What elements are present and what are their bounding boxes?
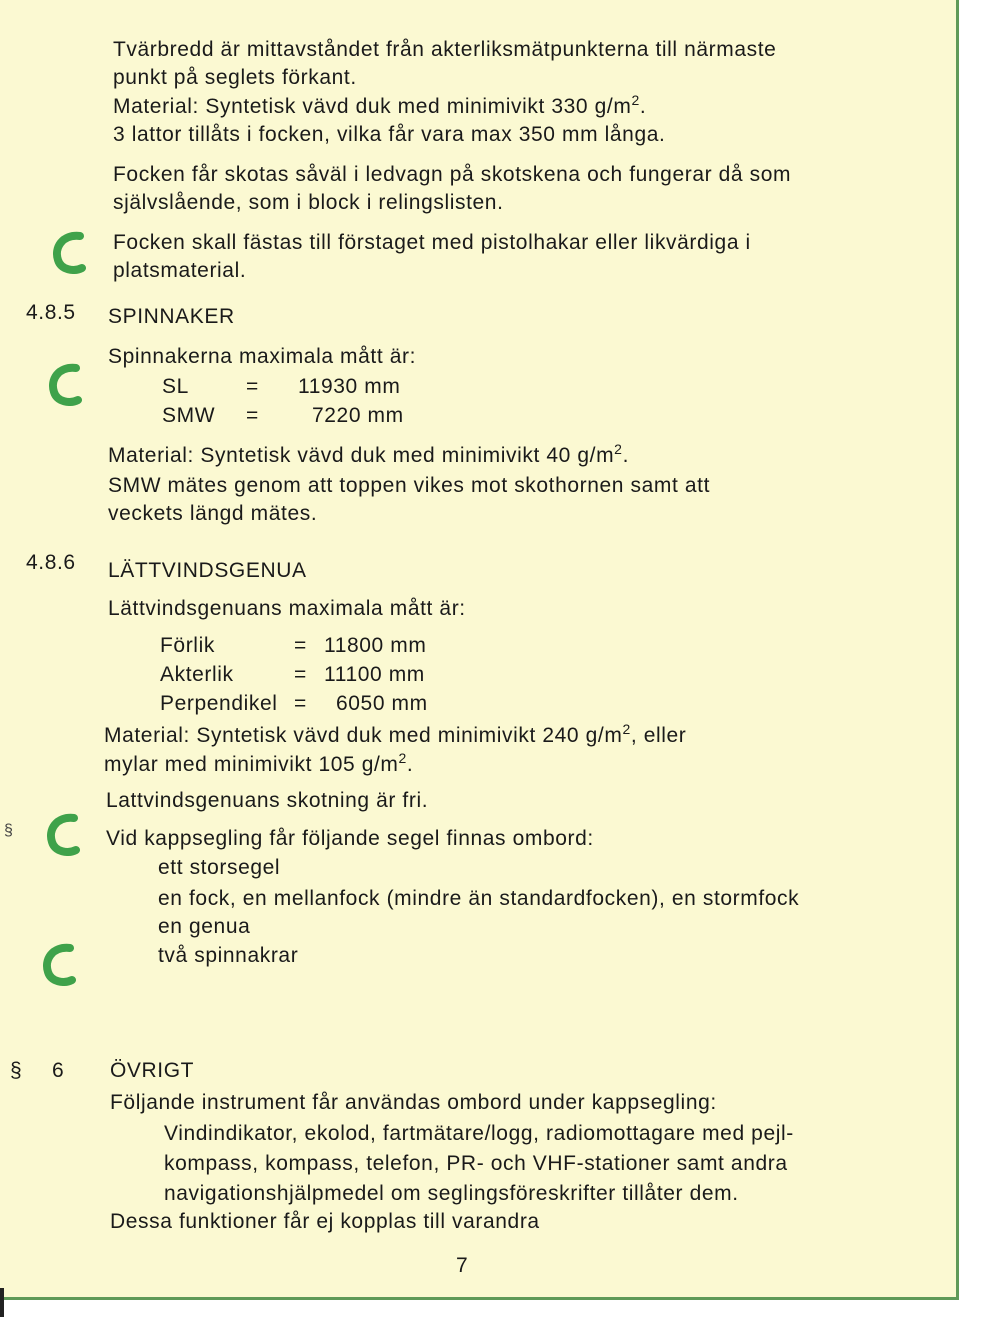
punch-hole-icon [44, 812, 84, 856]
superscript: 2 [398, 750, 407, 766]
measure-row [160, 662, 425, 688]
text-line: Dessa funktioner får ej kopplas till varandra [110, 1210, 540, 1233]
text-line: punkt på seglets förkant. [113, 66, 357, 89]
measure-value: 11930 mm [298, 375, 401, 398]
measure-value: 6050 mm [336, 692, 428, 715]
text-line: SMW mätes genom att toppen vikes mot skothornen samt att [108, 474, 711, 497]
equals-sign: = [294, 634, 307, 657]
text-line: Vid kappsegling får följande segel finnas ombord: [106, 827, 594, 850]
paragraph-sign: § [10, 1059, 23, 1082]
list-item: två spinnakrar [158, 944, 299, 967]
punctuation: . [406, 753, 414, 776]
equals-sign: = [246, 375, 259, 398]
measure-value: 7220 mm [312, 404, 404, 427]
measure-row [162, 403, 404, 429]
superscript: 2 [631, 92, 640, 108]
text-line: 3 lattor tillåts i focken, vilka får vara max 350 mm långa. [113, 123, 666, 146]
punch-hole-icon [50, 230, 90, 274]
text-line [104, 752, 413, 778]
measure-label: Förlik [160, 634, 215, 657]
text-line: Focken skall fästas till förstaget med pistolhakar eller likvärdiga i [113, 231, 751, 254]
text-line: Tvärbredd är mittavståndet från akterliksmätpunkterna till närmaste [113, 38, 777, 61]
text-line: navigationshjälpmedel om seglingsföreskrifter tillåter dem. [164, 1182, 739, 1205]
page-number: 7 [456, 1254, 469, 1277]
punctuation: . [639, 95, 647, 118]
material-text-end: , eller [630, 724, 687, 747]
measure-value: 11800 mm [324, 634, 427, 657]
section-title: LÄTTVINDSGENUA [108, 559, 307, 582]
measure-row [160, 691, 428, 717]
material-text: Material: Syntetisk vävd duk med minimivikt 240 g/m [104, 724, 623, 747]
punctuation: . [622, 444, 629, 467]
section-title: SPINNAKER [108, 305, 235, 328]
section-number: 6 [52, 1059, 65, 1082]
equals-sign: = [246, 404, 259, 427]
text-line [108, 443, 629, 469]
text-line [104, 723, 686, 749]
text-line: Lättvindsgenuans maximala mått är: [108, 597, 466, 620]
measure-row [160, 633, 426, 659]
measure-row [162, 374, 400, 400]
measure-value: 11100 mm [324, 663, 425, 686]
text-line: veckets längd mätes. [108, 502, 318, 525]
measure-label: Akterlik [160, 663, 234, 686]
mylar-text: mylar med minimivikt 105 g/m [104, 753, 399, 776]
measure-label: SMW [162, 404, 216, 427]
text-line: kompass, kompass, telefon, PR- och VHF-stationer samt andra [164, 1152, 788, 1175]
equals-sign: = [294, 663, 307, 686]
text-line: självslående, som i block i relingslisten. [113, 191, 504, 214]
text-line: Spinnakerna maximala mått är: [108, 345, 417, 368]
equals-sign: = [294, 692, 307, 715]
punch-hole-icon [46, 362, 86, 406]
binding-edge [0, 1288, 4, 1317]
superscript: 2 [622, 721, 631, 737]
text-line: Följande instrument får användas ombord under kappsegling: [110, 1091, 717, 1114]
text-line: platsmaterial. [113, 259, 247, 282]
measure-label: Perpendikel [160, 692, 278, 715]
material-text: Material: Syntetisk vävd duk med minimivikt 40 g/m [108, 444, 615, 467]
list-item: en fock, en mellanfock (mindre än standardfocken), en stormfock [158, 887, 800, 910]
margin-mark: § [4, 822, 13, 839]
text-line: Vindindikator, ekolod, fartmätare/logg, radiomottagare med pejl- [164, 1122, 794, 1145]
section-number: 4.8.5 [26, 301, 76, 324]
punch-hole-icon [40, 942, 80, 986]
text-line: Focken får skotas såväl i ledvagn på skotskena och fungerar då som [113, 163, 792, 186]
list-item: ett storsegel [158, 856, 281, 879]
section-title: ÖVRIGT [110, 1059, 195, 1082]
measure-label: SL [162, 375, 189, 398]
material-text: Material: Syntetisk vävd duk med minimivikt 330 g/m [113, 95, 632, 118]
text-line: Lattvindsgenuans skotning är fri. [106, 789, 429, 812]
text-line [113, 94, 646, 120]
superscript: 2 [614, 441, 623, 457]
list-item: en genua [158, 915, 251, 938]
section-number: 4.8.6 [26, 551, 76, 574]
